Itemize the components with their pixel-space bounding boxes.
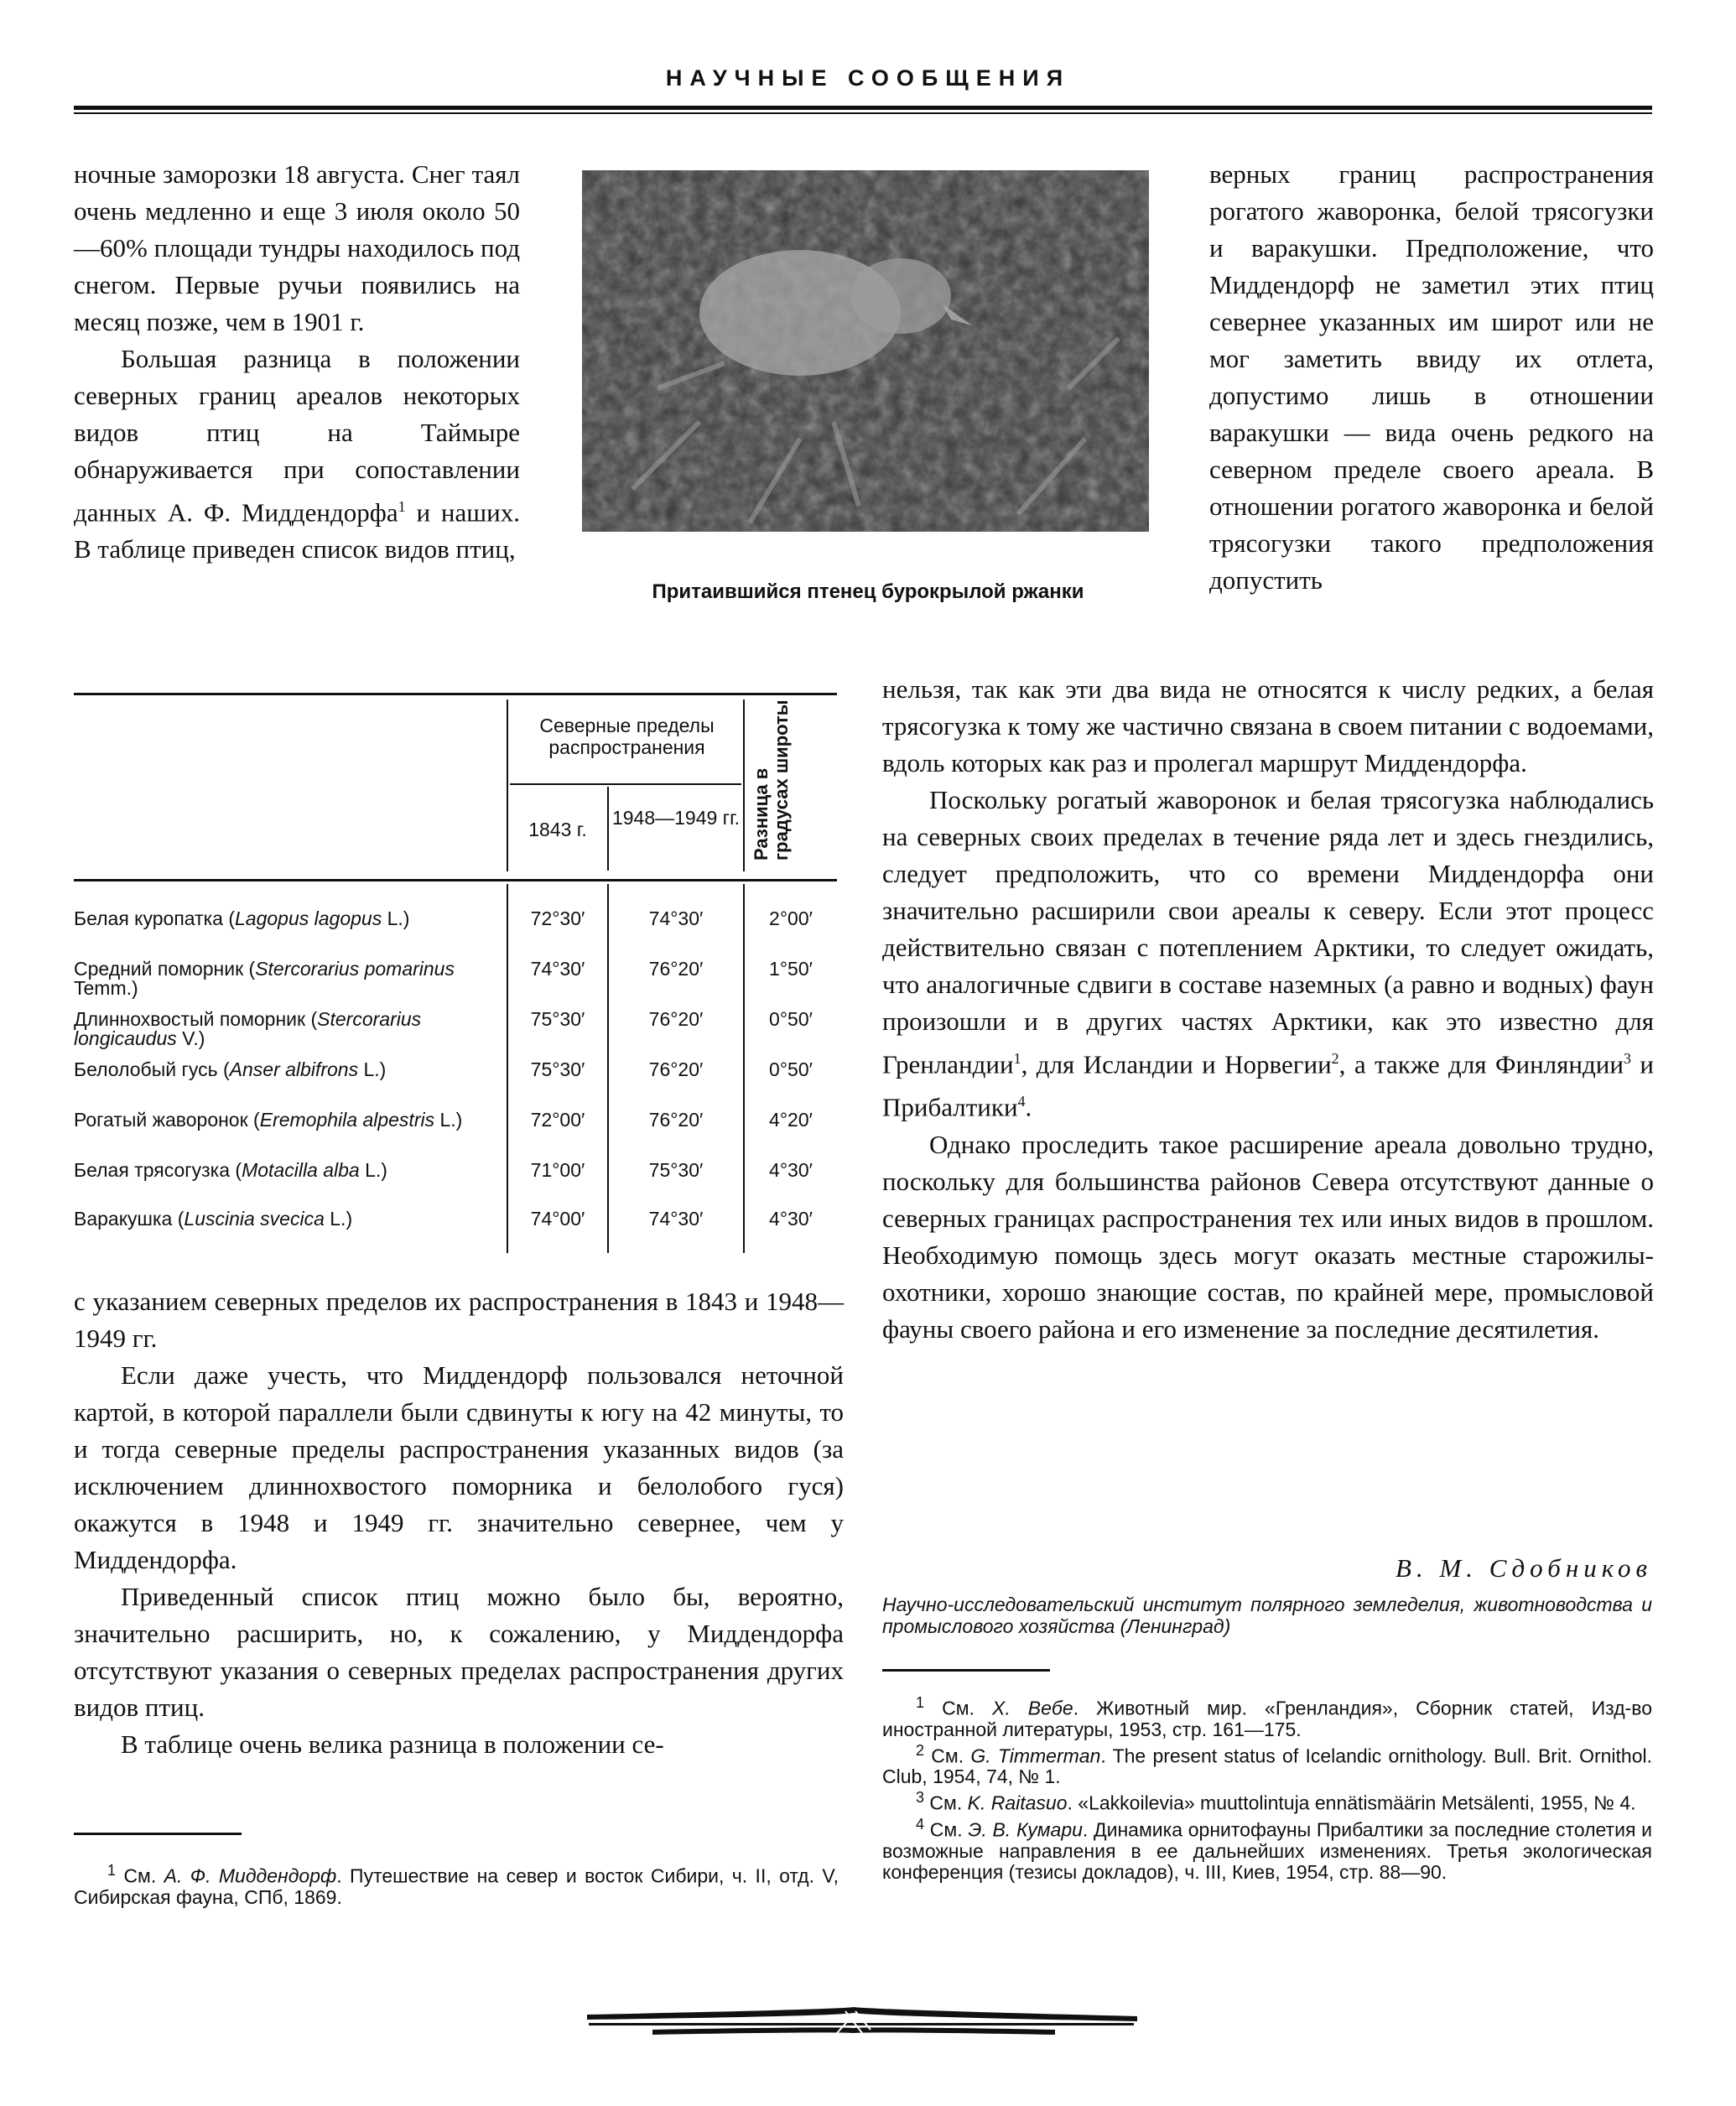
author-signature: В. М. Сдобников: [1396, 1553, 1652, 1583]
footnote-text: . «Lakkoilevia» muuttolintuja ennätismäärin Metsälenti, 1955, № 4.: [1067, 1791, 1636, 1814]
paragraph: [74, 341, 520, 568]
footnote-prefix: См.: [929, 1791, 968, 1814]
value-1948: 76°20′: [648, 1109, 704, 1131]
value-1843: 71°00′: [530, 1159, 585, 1181]
value-difference: 1°50′: [769, 958, 813, 980]
value-1948: 74°30′: [648, 907, 704, 929]
text: , для Исландии и Норвегии: [1021, 1049, 1332, 1079]
value-1948: 76°20′: [648, 1008, 704, 1030]
table-header-rule: [74, 879, 837, 881]
footnote: [882, 1693, 1652, 1740]
footnote-author: А. Ф. Миддендорф: [164, 1864, 337, 1887]
text: и наших. В таблице приведен список видов птиц,: [74, 497, 520, 564]
value-1843: 72°00′: [530, 1109, 585, 1131]
footnote-rule: [882, 1669, 1050, 1672]
footnote-prefix: См.: [931, 1745, 971, 1767]
footnote-ref[interactable]: 1: [398, 498, 406, 515]
section-header: НАУЧНЫЕ СООБЩЕНИЯ: [665, 65, 1071, 91]
value-difference: 4°30′: [769, 1208, 813, 1230]
authority: L.): [359, 1159, 387, 1181]
species-name: [74, 1161, 493, 1180]
author-institution: Научно-исследовательский институт полярного земледелия, животноводства и промыслового хозяйства (Ленинград): [882, 1594, 1652, 1637]
footnote-number: 1: [916, 1694, 925, 1711]
value-1948: 75°30′: [648, 1159, 704, 1181]
latin-name: Eremophila alpestris: [259, 1109, 435, 1131]
footnote-number: 4: [916, 1815, 925, 1833]
footnote-author: G. Timmerman: [970, 1745, 1101, 1767]
footnote-rule: [74, 1833, 242, 1835]
footnote-prefix: См.: [123, 1864, 164, 1887]
text: , а также для Финляндии: [1338, 1049, 1624, 1079]
table-divider: [607, 787, 609, 871]
value-1843: 74°00′: [530, 1208, 585, 1230]
value-difference: 0°50′: [769, 1058, 813, 1080]
footnote-text: . Динамика орнитофауны Прибалтики за последние столетия и возможные направления в ее дальнейших изменениях. Третья экологическая конференция (тезисы докладов), ч. III, Киев, 1954, стр. 88—90.: [882, 1818, 1653, 1883]
species-name: [74, 909, 493, 928]
common-name: Средний поморник (: [74, 958, 256, 980]
paragraph: с указанием северных пределов их распространения в 1843 и 1948—1949 гг.: [74, 1287, 844, 1353]
paragraph: Однако проследить такое расширение ареала довольно трудно, поскольку для большинства районов Севера отсутствуют данные о северных границах распространения тех или иных видов в прошлом. Необходимую помощь здесь могут оказать местные старожилы-охотники, хорошо знающие состав, по крайней мере, промысловой фауны своего района и его изменение за последние десятилетия.: [882, 1129, 1654, 1344]
value-difference: 0°50′: [769, 1008, 813, 1030]
bird-chick-photo: [582, 170, 1149, 532]
authority: Temm.): [74, 977, 138, 999]
species-name: [74, 1209, 493, 1229]
text: Большая разница в положении северных границ ареалов некоторых видов птиц на Таймыре обнаруживается при сопоставлении данных А. Ф. Миддендорфа: [74, 344, 520, 528]
value-1948: 76°20′: [648, 1058, 704, 1080]
species-name: [74, 1110, 493, 1130]
common-name: Варакушка (: [74, 1208, 185, 1230]
value-1843: 75°30′: [530, 1058, 585, 1080]
value-1948: 76°20′: [648, 958, 704, 980]
header-sub-rule: [510, 783, 741, 785]
footnote-text: . Путешествие на север и восток Сибири, ч. II, отд. V, Сибирская фауна, СПб, 1869.: [74, 1864, 839, 1908]
header-1948-1949: 1948—1949 гг.: [611, 807, 741, 829]
footnote-number: 2: [916, 1741, 925, 1759]
footnote-prefix: См.: [942, 1697, 992, 1719]
value-difference: 2°00′: [769, 907, 813, 929]
footnotes-right: [882, 1693, 1652, 1883]
footnote-author: Э. В. Кумари: [968, 1818, 1083, 1841]
text: Поскольку рогатый жаворонок и белая трясогузка наблюдались на северных своих пределах в течение ряда лет и здесь гнездились, следует предположить, что со времени Миддендорфа они значительно расширили свои ареалы к северу. Если этот процесс действительно связан с потеплением Арктики, то следует ожидать, что аналогичные сдвиги в составе наземных (а равно и водных) фаун произошли и в других частях Арктики, как это известно для Гренландии: [882, 785, 1654, 1079]
species-name: [74, 1010, 493, 1048]
authority: L.): [324, 1208, 353, 1230]
header-rule: [74, 106, 1652, 110]
paragraph: В таблице очень велика разница в положении се-: [121, 1729, 664, 1759]
header-northern-limits: Северные пределы распространения: [539, 715, 715, 758]
species-name: [74, 959, 493, 998]
authority: L.): [358, 1058, 387, 1080]
paragraph: нельзя, так как эти два вида не относятся к числу редких, а белая трясогузка к тому же частично связана в своем питании с водоемами, вдоль которых как раз и пролегал маршрут Миддендорфа.: [882, 674, 1654, 777]
table-top-rule: [74, 693, 837, 695]
value-difference: 4°20′: [769, 1109, 813, 1131]
authority: V.): [176, 1027, 205, 1049]
common-name: Белолобый гусь (: [74, 1058, 230, 1080]
authority: L.): [382, 907, 410, 929]
common-name: Белая трясогузка (: [74, 1159, 242, 1181]
common-name: Длиннохвостый поморник (: [74, 1008, 318, 1030]
paragraph: Приведенный список птиц можно было бы, вероятно, значительно расширить, но, к сожалению, у Миддендорфа отсутствуют указания о северных пределах распространения других видов птиц.: [74, 1582, 844, 1722]
value-1843: 74°30′: [530, 958, 585, 980]
paragraph: Если даже учесть, что Миддендорф пользовался неточной картой, в которой параллели были сдвинуты к югу на 42 минуты, то и тогда северные пределы распространения указанных видов (за исключением длиннохвостого поморника и белолобого гуся) окажутся в 1948 и 1949 гг. значительно севернее, чем у Миддендорфа.: [74, 1360, 844, 1574]
species-name: [74, 1060, 493, 1079]
text: .: [1025, 1092, 1032, 1122]
latin-name: Stercorarius longicaudus: [74, 1008, 422, 1049]
paragraph: [882, 782, 1654, 1126]
latin-name: Anser albifrons: [229, 1058, 359, 1080]
footnote-text: . The present status of Icelandic ornithology. Bull. Brit. Ornithol. Club, 1954, 74, № 1.: [882, 1745, 1653, 1788]
footnote-ref[interactable]: 4: [1017, 1093, 1026, 1110]
footnote-number: 1: [107, 1862, 117, 1879]
footnote: [882, 1814, 1652, 1883]
value-1948: 74°30′: [648, 1208, 704, 1230]
footnote-number: 3: [916, 1789, 925, 1807]
photo-caption: Притаившийся птенец бурокрылой ржанки: [652, 580, 1084, 603]
latin-name: Lagopus lagopus: [235, 907, 382, 929]
footnote-ref[interactable]: 3: [1623, 1050, 1631, 1067]
value-1843: 75°30′: [530, 1008, 585, 1030]
footnote: [882, 1787, 1652, 1814]
header-1843: 1843 г.: [528, 819, 587, 840]
value-1843: 72°30′: [530, 907, 585, 929]
latin-name: Stercorarius pomarinus: [255, 958, 455, 980]
footnote: [74, 1860, 839, 1908]
decorative-ornament-icon: [585, 2005, 1139, 2038]
value-difference: 4°30′: [769, 1159, 813, 1181]
header-rule-thin: [74, 112, 1652, 114]
right-column-top: [1209, 156, 1654, 599]
paragraph: ночные заморозки 18 августа. Снег таял очень медленно и еще 3 июля около 50—60% площади тундры находилось под снегом. Первые ручьи появились на месяц позже, чем в 1901 г.: [74, 159, 520, 336]
right-column-wide: [882, 671, 1654, 1348]
authority: L.): [434, 1109, 463, 1131]
header-difference: Разница в градусах широты: [751, 699, 792, 861]
left-column-top: [74, 156, 520, 568]
footnote-ref[interactable]: 2: [1331, 1050, 1339, 1067]
footnote-ref[interactable]: 1: [1013, 1050, 1021, 1067]
common-name: Белая куропатка (: [74, 907, 236, 929]
footnotes-left: [74, 1860, 839, 1908]
latin-name: Motacilla alba: [242, 1159, 360, 1181]
latin-name: Luscinia svecica: [184, 1208, 325, 1230]
text: и Прибалтики: [882, 1049, 1654, 1122]
footnote-text: . Животный мир. «Гренландия», Сборник статей, Изд-во иностранной литературы, 1953, стр. 161—175.: [882, 1697, 1653, 1740]
footnote-author: K. Raitasuo: [967, 1791, 1068, 1814]
footnote-prefix: См.: [929, 1818, 969, 1841]
footnote-author: Х. Вебе: [991, 1697, 1073, 1719]
footnote: [882, 1740, 1652, 1788]
left-column-bottom: [74, 1283, 844, 1763]
paragraph: верных границ распространения рогатого жаворонка, белой трясогузки и варакушки. Предположение, что Миддендорф не заметил этих птиц севернее указанных им широт или не мог заметить ввиду их отлета, допустимо лишь в отношении варакушки — вида очень редкого на северном пределе своего ареала. В отношении рогатого жаворонка и белой трясогузки такого предположения допустить: [1209, 159, 1654, 595]
common-name: Рогатый жаворонок (: [74, 1109, 260, 1131]
